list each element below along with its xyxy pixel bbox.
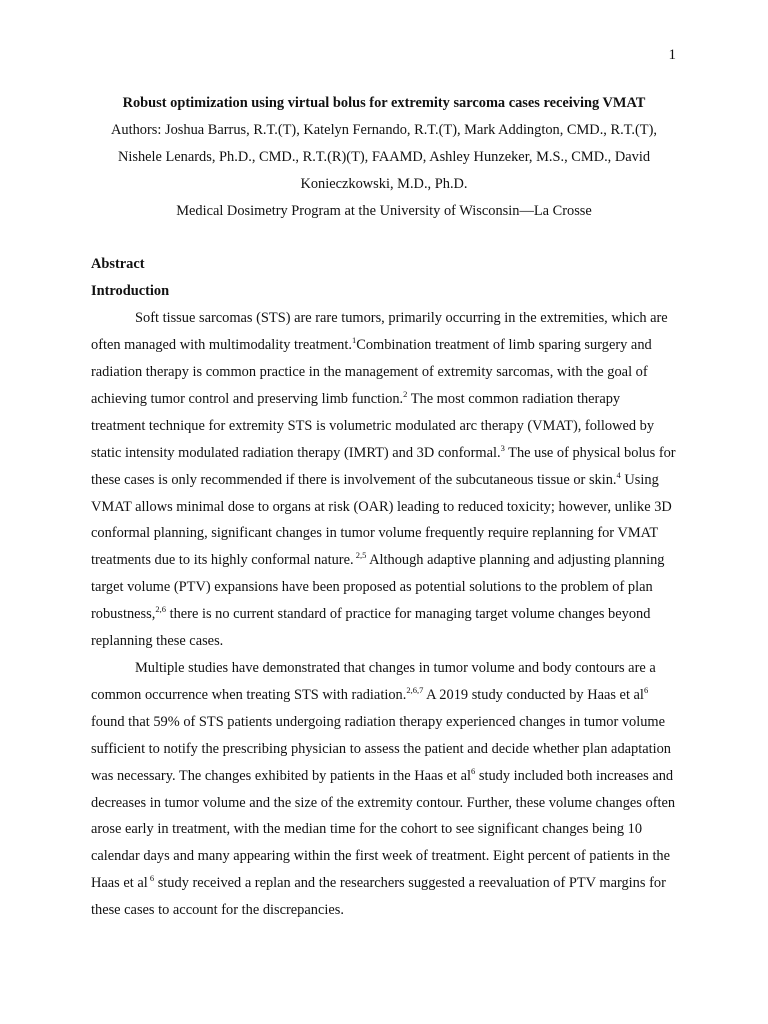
sentence: Combination treatment of limb sparing surgery and radiation therapy is common practice in the management of extremity sarcomas, with the goal of achieving tumor control and preserving limb function.	[91, 337, 652, 407]
sentence: Using VMAT allows minimal dose to organs at risk (OAR) leading to reduced toxicity; however, unlike 3D conformal planning, significant changes in tumor volume frequently require replanning for VMAT treatments due to its highly conformal nature.	[91, 471, 672, 569]
citation: 2,6	[155, 604, 166, 615]
sentence: Soft tissue sarcomas (STS) are rare tumors, primarily occurring in the extremities, which are often managed with multimodality treatment.	[91, 310, 668, 354]
sentence: Although adaptive planning and adjusting planning target volume (PTV) expansions have been proposed as potential solutions to the problem of plan robustness,	[91, 552, 665, 623]
paper-body	[91, 90, 677, 924]
introduction-heading: Introduction	[91, 283, 170, 300]
page-number: 1	[668, 47, 676, 63]
citation: 1	[351, 335, 357, 346]
citation: 6	[643, 684, 649, 695]
intro-paragraph-1	[91, 305, 677, 655]
abstract-heading: Abstract	[91, 256, 145, 273]
author-list: Authors: Joshua Barrus, R.T.(T), Katelyn Fernando, R.T.(T), Mark Addington, CMD., R.T.(T), Nishele Lenards, Ph.D., CMD., R.T.(R)(T), FAAMD, Ashley Hunzeker, M.S., CMD., David Konieczkowski, M.D., Ph.D.	[111, 121, 657, 192]
sentence: study received a replan and the researchers suggested a reevaluation of PTV margins for these cases to account for the discrepancies.	[91, 875, 666, 919]
sentence: found that 59% of STS patients undergoing radiation therapy experienced changes in tumor volume sufficient to notify the prescribing physician to assess the patient and decide whether plan adaptation was necessary. The changes exhibited by patients in the Haas et al	[91, 713, 671, 784]
sentence: study included both increases and decreases in tumor volume and the size of the extremity contour. Further, these volume changes often arose early in treatment, with the median time for the cohort to see significant changes being 10 calendar days and many appearing within the first week of treatment. Eight percent of patients in the Haas et al	[91, 767, 676, 892]
citation: 2	[403, 388, 408, 399]
citation: 4	[616, 469, 621, 480]
sentence: there is no current standard of practice for managing target volume changes beyond replanning these cases.	[91, 606, 651, 650]
sentence: The use of physical bolus for these cases is only recommended if there is involvement of the subcutaneous tissue or skin.	[91, 444, 676, 488]
citation: 2,6,7	[406, 684, 424, 695]
spacer	[91, 225, 677, 252]
affiliation: Medical Dosimetry Program at the University of Wisconsin—La Crosse	[176, 202, 592, 219]
citation: 6	[147, 873, 155, 884]
sentence: A 2019 study conducted by Haas et al	[423, 686, 644, 703]
intro-paragraph-2	[91, 655, 677, 924]
sentence: The most common radiation therapy treatment technique for extremity STS is volumetric modulated arc therapy (VMAT), followed by static intensity modulated radiation therapy (IMRT) and 3D conformal.	[91, 390, 655, 461]
citation: 6	[471, 765, 476, 776]
paper-title: Robust optimization using virtual bolus for extremity sarcoma cases receiving VMAT	[122, 95, 646, 111]
citation: 2,5	[353, 550, 367, 561]
citation: 3	[500, 442, 505, 453]
sentence: Multiple studies have demonstrated that changes in tumor volume and body contours are a common occurrence when treating STS with radiation.	[91, 660, 656, 703]
